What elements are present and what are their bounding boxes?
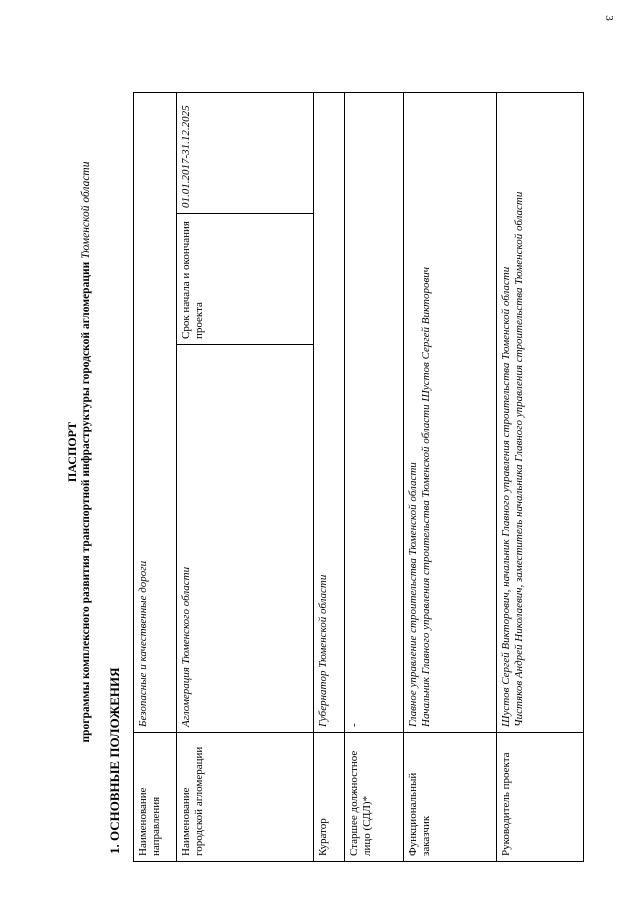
page-number: 3 bbox=[602, 15, 615, 21]
project-lead-2: Чистяков Андрей Николаевич, заместитель начальника Главного управления строительства Тюменской области bbox=[513, 191, 525, 727]
nested-table bbox=[177, 93, 313, 732]
section-heading: 1. ОСНОВНЫЕ ПОЛОЖЕНИЯ bbox=[107, 667, 122, 854]
passport-subtitle bbox=[79, 42, 93, 862]
row-value: - bbox=[345, 93, 404, 733]
passport-heading: ПАСПОРТ bbox=[65, 421, 79, 483]
agglomeration-name: Агломерация Тюменского области bbox=[180, 566, 192, 727]
row-value bbox=[404, 93, 497, 733]
row-value: Губернатор Тюменской области bbox=[314, 93, 345, 733]
row-label: Функциональный заказчик bbox=[404, 733, 497, 862]
subtitle-bold: программы комплексного развития транспортной инфраструктуры городской агломерации bbox=[80, 261, 92, 743]
period-value: 01.01.2017-31.12.2025 bbox=[180, 105, 192, 208]
row-label: Старшее должностное лицо (СДЛ)* bbox=[345, 733, 404, 862]
row-label: Руководитель проекта bbox=[497, 733, 584, 862]
table-row bbox=[177, 93, 314, 862]
table-row bbox=[134, 93, 177, 862]
row-value bbox=[497, 93, 584, 733]
customer-org: Главное управление строительства Тюменской области bbox=[407, 462, 419, 727]
table-row bbox=[404, 93, 497, 862]
subtitle-italic: Тюменской области bbox=[80, 161, 92, 259]
table-row bbox=[345, 93, 404, 862]
row-label: Наименование городской агломерации bbox=[177, 733, 314, 862]
row-value-nested bbox=[177, 93, 314, 733]
customer-head: Начальник Главного управления строительства Тюменской области Шустов Сергей Викторович bbox=[420, 267, 432, 727]
row-value: Безопасные и качественные дороги bbox=[134, 93, 177, 733]
row-label: Куратор bbox=[314, 733, 345, 862]
table-row bbox=[314, 93, 345, 862]
row-label: Наименование направления bbox=[134, 733, 177, 862]
passport-table bbox=[133, 92, 584, 862]
period-label: Срок начала и окончания проекта bbox=[177, 214, 313, 345]
project-lead-1: Шустов Сергей Викторович, начальник Главного управления строительства Тюменской области bbox=[500, 266, 512, 727]
rotated-page bbox=[45, 42, 605, 862]
document-title bbox=[65, 42, 93, 862]
table-row bbox=[497, 93, 584, 862]
